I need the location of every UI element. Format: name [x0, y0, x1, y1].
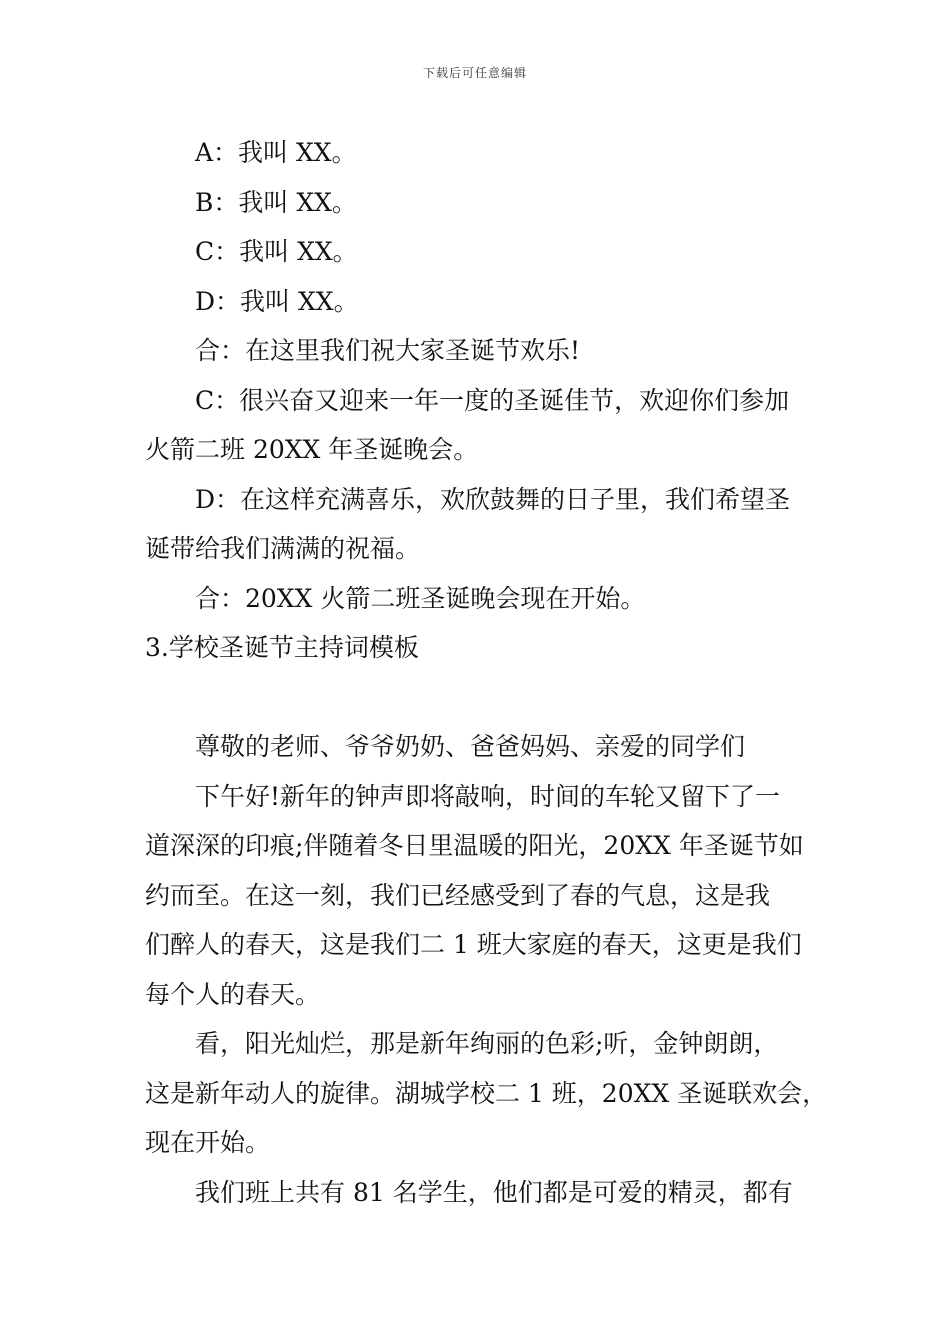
dialogue-line-d: D：我叫 XX。 — [195, 286, 359, 316]
paragraph-line: 这是新年动人的旋律。湖城学校二 1 班，20XX 圣诞联欢会， — [145, 1078, 828, 1108]
dialogue-line-c: C：我叫 XX。 — [195, 237, 358, 266]
paragraph-line: 我们班上共有 81 名学生，他们都是可爱的精灵，都有 — [195, 1177, 793, 1207]
paragraph-line: 诞带给我们满满的祝福。 — [145, 534, 421, 563]
paragraph-line: C：很兴奋又迎来一年一度的圣诞佳节，欢迎你们参加 — [195, 385, 790, 415]
paragraph-line: D：在这样充满喜乐，欢欣鼓舞的日子里，我们希望圣 — [195, 484, 791, 514]
paragraph-line: 下午好!新年的钟声即将敲响，时间的车轮又留下了一 — [195, 781, 781, 811]
paragraph-line: 看，阳光灿烂，那是新年绚丽的色彩;听，金钟朗朗， — [195, 1029, 779, 1058]
document-body — [145, 128, 828, 1217]
paragraph-line: 现在开始。 — [145, 1128, 271, 1157]
dialogue-line-a: A：我叫 XX。 — [195, 138, 357, 167]
paragraph-line: 合：20XX 火箭二班圣诞晚会现在开始。 — [195, 583, 646, 613]
paragraph-line: 约而至。在这一刻，我们已经感受到了春的气息，这是我 — [145, 880, 771, 910]
blank-line — [145, 673, 810, 723]
dialogue-line-b: B：我叫 XX。 — [195, 187, 357, 217]
paragraph-line: 火箭二班 20XX 年圣诞晚会。 — [145, 435, 479, 464]
paragraph-line: 每个人的春天。 — [145, 979, 321, 1009]
paragraph-line: 道深深的印痕;伴随着冬日里温暖的阳光，20XX 年圣诞节如 — [145, 831, 804, 860]
section-heading: 3.学校圣诞节主持词模板 — [145, 633, 419, 662]
paragraph-line: 们醉人的春天，这是我们二 1 班大家庭的春天，这更是我们 — [145, 930, 802, 959]
salutation-line: 尊敬的老师、爷爷奶奶、爸爸妈妈、亲爱的同学们 — [195, 732, 746, 761]
dialogue-line-together: 合：在这里我们祝大家圣诞节欢乐! — [195, 336, 581, 365]
page-header: 下载后可任意编辑 — [422, 66, 527, 80]
